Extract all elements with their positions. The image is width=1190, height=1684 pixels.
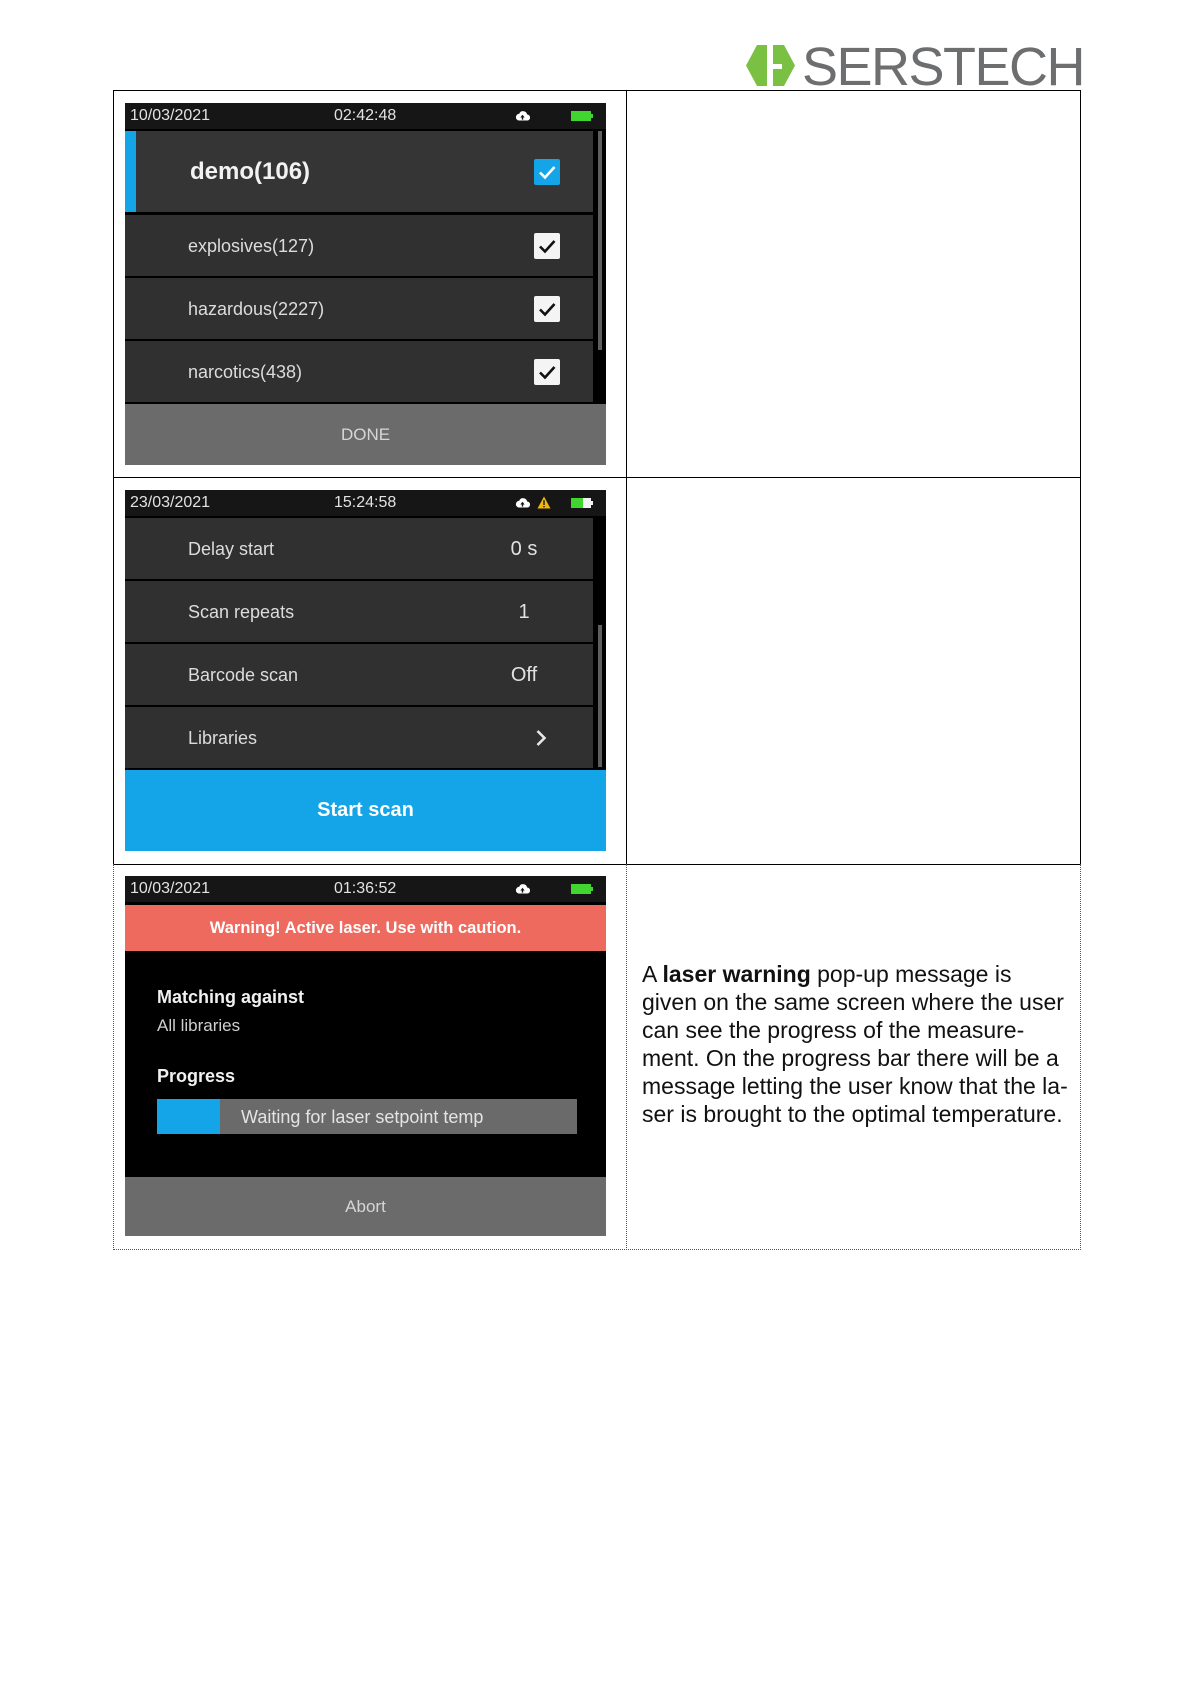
status-date: 10/03/2021 bbox=[130, 107, 211, 124]
progress-fill bbox=[157, 1099, 220, 1134]
matching-title: Matching against bbox=[157, 987, 305, 1007]
setting-value: 1 bbox=[518, 600, 530, 623]
scrollbar-thumb[interactable] bbox=[598, 131, 602, 350]
description-emphasis: laser warning bbox=[662, 961, 811, 987]
status-date: 23/03/2021 bbox=[130, 494, 211, 511]
matching-value: All libraries bbox=[157, 1016, 241, 1035]
library-checkbox[interactable] bbox=[534, 159, 560, 185]
library-checkbox[interactable] bbox=[534, 359, 560, 385]
library-label: demo(106) bbox=[190, 157, 311, 185]
library-label: hazardous(2227) bbox=[188, 298, 325, 319]
table-cell-description bbox=[626, 90, 1081, 478]
scrollbar-thumb[interactable] bbox=[598, 625, 602, 767]
start-scan-button[interactable]: Start scan bbox=[125, 770, 606, 851]
battery-level bbox=[571, 111, 591, 121]
battery-icon bbox=[571, 884, 591, 894]
setting-libraries[interactable] bbox=[125, 707, 593, 768]
setting-value: Off bbox=[510, 663, 538, 686]
library-item[interactable] bbox=[125, 341, 593, 402]
checkmark-icon bbox=[534, 233, 560, 259]
library-checkbox[interactable] bbox=[534, 296, 560, 322]
checkmark-icon bbox=[534, 159, 560, 185]
progress-bar bbox=[157, 1099, 577, 1134]
battery-level bbox=[571, 884, 591, 894]
setting-value: 0 s bbox=[510, 537, 538, 560]
progress-message: Waiting for laser setpoint temp bbox=[241, 1106, 484, 1127]
checkmark-icon bbox=[534, 359, 560, 385]
library-item[interactable] bbox=[125, 215, 593, 276]
library-selection-screen bbox=[125, 103, 606, 465]
scan-progress-screen bbox=[125, 876, 606, 1236]
chevron-right-icon bbox=[535, 729, 547, 747]
battery-tip bbox=[591, 114, 593, 118]
description-line: can see the progress of the measure- bbox=[642, 1017, 1025, 1043]
description-line: ser is brought to the optimal temperature. bbox=[642, 1101, 1063, 1127]
selection-indicator bbox=[125, 131, 136, 212]
description-text: pop-up message is bbox=[810, 961, 1012, 987]
done-button[interactable]: DONE bbox=[125, 404, 606, 465]
battery-level bbox=[571, 498, 583, 508]
library-label: narcotics(438) bbox=[188, 361, 303, 382]
status-date: 10/03/2021 bbox=[130, 880, 211, 897]
description-line: given on the same screen where the user bbox=[642, 989, 1064, 1015]
setting-label: Scan repeats bbox=[188, 601, 295, 622]
serstech-logo-icon bbox=[746, 45, 795, 86]
library-item[interactable] bbox=[125, 278, 593, 339]
scrollbar[interactable] bbox=[595, 518, 606, 768]
setting-barcode-scan[interactable] bbox=[125, 644, 593, 705]
battery-icon bbox=[571, 498, 591, 508]
status-bar bbox=[125, 490, 606, 516]
status-bar bbox=[125, 103, 606, 129]
battery-tip bbox=[591, 501, 593, 505]
setting-scan-repeats[interactable] bbox=[125, 581, 593, 642]
checkmark-icon bbox=[534, 296, 560, 322]
scrollbar[interactable] bbox=[595, 131, 606, 404]
description-line bbox=[642, 960, 1068, 988]
description-text: A bbox=[642, 961, 663, 987]
setting-label: Libraries bbox=[188, 727, 258, 748]
status-time: 01:36:52 bbox=[334, 880, 397, 897]
progress-title: Progress bbox=[157, 1066, 236, 1086]
table-cell-description bbox=[626, 477, 1081, 865]
description-line: ment. On the progress bar there will be a bbox=[642, 1045, 1059, 1071]
abort-button[interactable]: Abort bbox=[125, 1177, 606, 1236]
setting-label: Barcode scan bbox=[188, 664, 299, 685]
library-label: explosives(127) bbox=[188, 235, 315, 256]
status-time: 15:24:58 bbox=[334, 494, 397, 511]
battery-icon bbox=[571, 111, 591, 121]
cloud-icon bbox=[515, 883, 530, 894]
status-bar bbox=[125, 876, 606, 902]
battery-tip bbox=[591, 887, 593, 891]
cloud-icon bbox=[515, 497, 530, 508]
description-line: message letting the user know that the la- bbox=[642, 1073, 1068, 1099]
scan-settings-screen bbox=[125, 490, 606, 851]
logo-text: SERSTECH bbox=[802, 37, 1085, 97]
status-time: 02:42:48 bbox=[334, 107, 397, 124]
cloud-icon bbox=[515, 110, 530, 121]
library-checkbox[interactable] bbox=[534, 233, 560, 259]
warning-icon bbox=[537, 496, 551, 509]
laser-warning-description bbox=[642, 960, 1068, 1128]
laser-warning-banner: Warning! Active laser. Use with caution. bbox=[125, 905, 606, 951]
setting-label: Delay start bbox=[188, 538, 275, 559]
setting-delay-start[interactable] bbox=[125, 518, 593, 579]
library-item[interactable] bbox=[125, 131, 593, 212]
